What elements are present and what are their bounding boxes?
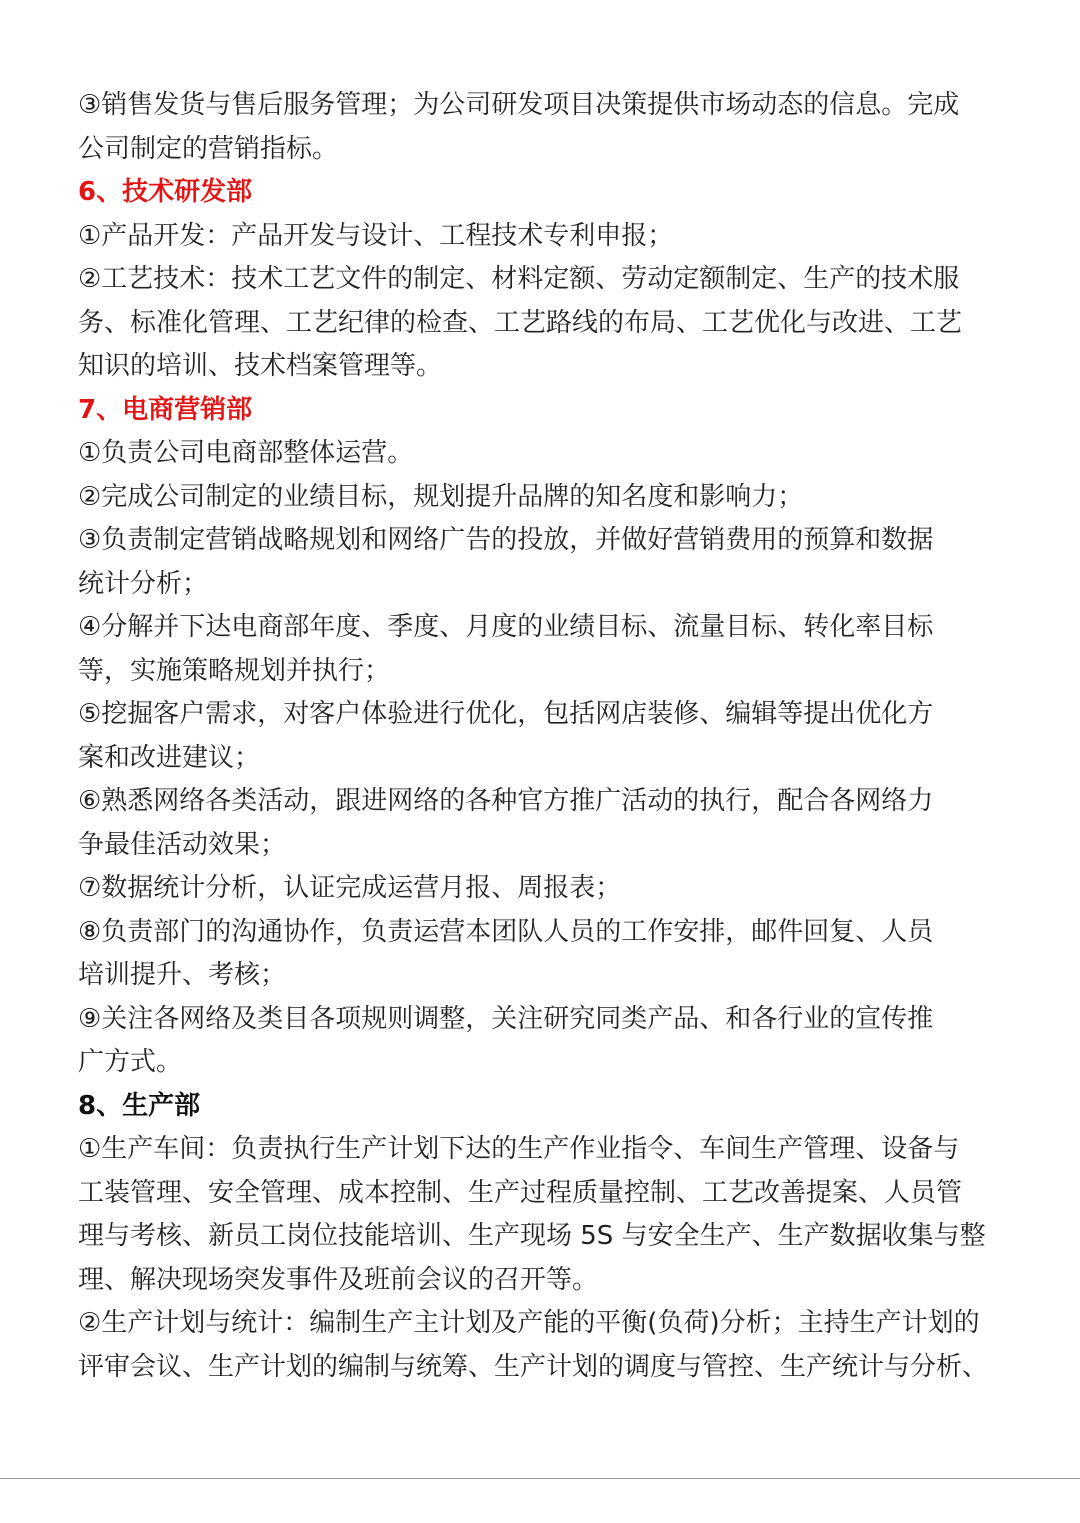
text-line <box>78 519 1002 563</box>
paragraph-text: ⑨关注各网络及类目各项规则调整，关注研究同类产品、和各行业的宣传推 <box>78 1003 934 1034</box>
document-body <box>78 84 1002 1389</box>
text-line <box>78 1128 1002 1172</box>
text-line <box>78 737 1002 781</box>
paragraph-text: ⑦数据统计分析，认证完成运营月报、周报表； <box>78 873 622 903</box>
paragraph-text: ⑤挖掘客户需求，对客户体验进行优化，包括网店装修、编辑等提出优化方 <box>78 699 934 729</box>
paragraph-text: 务、标准化管理、工艺纪律的检查、工艺路线的布局、工艺优化与改进、工艺 <box>78 307 963 338</box>
text-line <box>78 345 1002 389</box>
text-line <box>78 302 1002 346</box>
paragraph-text: 争最佳活动效果； <box>78 829 287 860</box>
section-heading-production: 8、生产部 <box>78 1090 201 1121</box>
text-line <box>78 954 1002 998</box>
text-line <box>78 1346 1002 1390</box>
paragraph-text: ②工艺技术：技术工艺文件的制定、材料定额、劳动定额制定、生产的技术服 <box>78 264 960 294</box>
text-line <box>78 1259 1002 1303</box>
paragraph-text: 公司制定的营销指标。 <box>78 133 339 164</box>
paragraph-text: 等，实施策略规划并执行； <box>78 655 391 686</box>
text-line <box>78 258 1002 302</box>
paragraph-text: ①生产车间：负责执行生产计划下达的生产作业指令、车间生产管理、设备与 <box>78 1134 960 1164</box>
text-line <box>78 911 1002 955</box>
paragraph-text: 案和改进建议； <box>78 742 261 773</box>
paragraph-text: 知识的培训、技术档案管理等。 <box>78 351 443 381</box>
paragraph-text: 评审会议、生产计划的编制与统筹、生产计划的调度与管控、生产统计与分析、 <box>78 1351 989 1382</box>
text-line <box>78 867 1002 911</box>
text-line <box>78 563 1002 607</box>
text-line <box>78 215 1002 259</box>
paragraph-text: 统计分析； <box>78 568 209 599</box>
section-heading-tech-rd: 6、技术研发部 <box>78 177 253 207</box>
paragraph-text: ⑧负责部门的沟通协作，负责运营本团队人员的工作安排，邮件回复、人员 <box>78 916 934 947</box>
text-line <box>78 84 1002 128</box>
paragraph-text: ⑥熟悉网络各类活动，跟进网络的各种官方推广活动的执行，配合各网络力 <box>78 786 934 816</box>
text-line <box>78 1302 1002 1346</box>
section-heading-ecommerce-marketing: 7、电商营销部 <box>78 394 253 425</box>
text-line <box>78 693 1002 737</box>
text-line <box>78 432 1002 476</box>
paragraph-text: ③销售发货与售后服务管理；为公司研发项目决策提供市场动态的信息。完成 <box>78 90 960 120</box>
text-line <box>78 824 1002 868</box>
paragraph-text: 理与考核、新员工岗位技能培训、生产现场 5S 与安全生产、生产数据收集与整 <box>78 1221 986 1251</box>
text-line <box>78 780 1002 824</box>
page-divider <box>0 1478 1080 1479</box>
paragraph-text: ④分解并下达电商部年度、季度、月度的业绩目标、流量目标、转化率目标 <box>78 612 934 642</box>
paragraph-text: ②完成公司制定的业绩目标，规划提升品牌的知名度和影响力； <box>78 481 804 512</box>
text-line <box>78 650 1002 694</box>
paragraph-text: ①产品开发：产品开发与设计、工程技术专利申报； <box>78 220 674 251</box>
text-line <box>78 476 1002 520</box>
text-line <box>78 1041 1002 1085</box>
text-line <box>78 128 1002 172</box>
text-line <box>78 606 1002 650</box>
paragraph-text: 培训提升、考核； <box>78 960 287 990</box>
text-line <box>78 1172 1002 1216</box>
text-line <box>78 1215 1002 1259</box>
paragraph-text: ①负责公司电商部整体运营。 <box>78 438 414 468</box>
paragraph-text: 工装管理、安全管理、成本控制、生产过程质量控制、工艺改善提案、人员管 <box>78 1177 963 1208</box>
text-line <box>78 998 1002 1042</box>
paragraph-text: 广方式。 <box>78 1047 183 1077</box>
paragraph-text: 理、解决现场突发事件及班前会议的召开等。 <box>78 1264 599 1295</box>
paragraph-text: ③负责制定营销战略规划和网络广告的投放，并做好营销费用的预算和数据 <box>78 525 934 555</box>
paragraph-text: ②生产计划与统计：编制生产主计划及产能的平衡(负荷)分析；主持生产计划的 <box>78 1308 980 1338</box>
